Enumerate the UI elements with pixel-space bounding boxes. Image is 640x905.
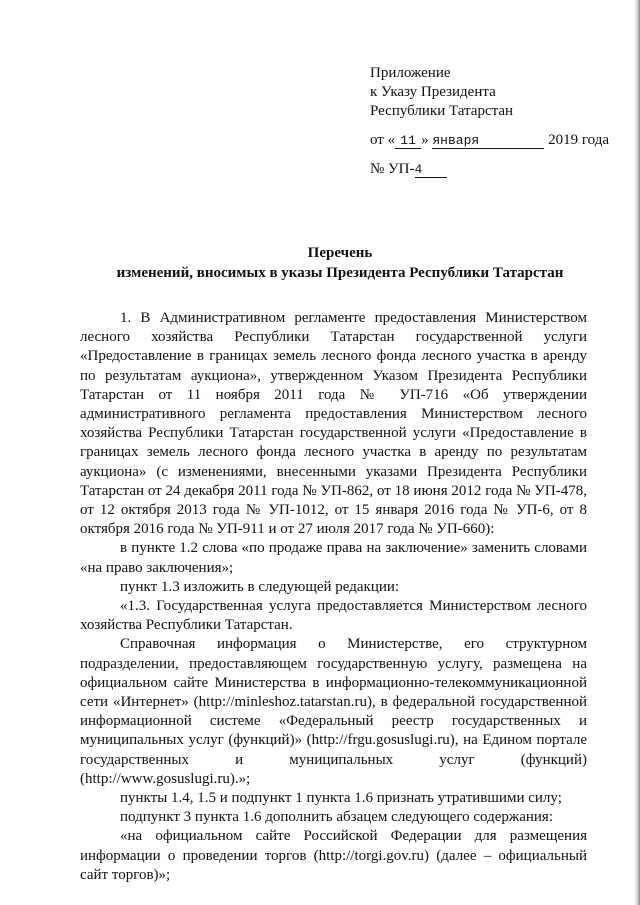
approval-line-3: Республики Татарстан (370, 103, 514, 119)
date-month: января (432, 133, 544, 149)
paragraph-7: подпункт 3 пункта 1.6 дополнить абзацем следующего содержания: (120, 809, 554, 826)
paragraph-3: пункт 1.3 изложить в следующей редакции: (120, 578, 400, 595)
title-line-1: Перечень (307, 245, 373, 261)
paragraph-8: «на официальном сайте Российской Федерации для размещения информации о проведении торгов (http://torgi.gov.ru) (далее – официальный сайт торгов)»; (80, 828, 587, 883)
paragraph-4: «1.3. Государственная услуга предоставляется Министерством лесного хозяйства Республики Татарстан. (80, 598, 587, 634)
approval-block (370, 64, 620, 179)
date-prefix: от « (370, 132, 396, 148)
date-year: 2019 года (548, 132, 609, 148)
date-day: 11 (395, 133, 421, 149)
number-value: 4 (415, 162, 447, 178)
title-line-2: изменений, вносимых в указы Президента Республики Татарстан (116, 265, 564, 281)
date-mid: » (421, 132, 429, 148)
approval-number (370, 160, 620, 179)
paragraph-2: в пункте 1.2 слова «по продаже права на заключение» заменить словами «на право заключения»; (80, 540, 587, 576)
document-body (80, 309, 587, 885)
approval-date (370, 131, 620, 150)
document-title (60, 243, 620, 283)
paragraph-6: пункты 1.4, 1.5 и подпункт 1 пункта 1.6 признать утратившими силу; (120, 790, 562, 807)
approval-line-1: Приложение (370, 65, 451, 81)
paragraph-1: 1. В Административном регламенте предоставления Министерством лесного хозяйства Республики Татарстан государственной услуги «Предоставление в границах земель лесного фонда лесного участка в аренду по результатам аукциона», утвержденном Указом Президента Республики Татарстан от 11 ноября 2011 года № УП-716 «Об утверждении административного регламента предоставления Министерством лесного хозяйства Республики Татарстан государственной услуги «Предоставление в границах земель лесного фонда лесного участка в аренду по результатам аукциона» (с изменениями, внесенными указами Президента Республики Татарстан от 24 декабря 2011 года № УП-862, от 18 июня 2012 года № УП-478, от 12 октября 2013 года № УП-1012, от 15 января 2016 года № УП-6, от 8 октября 2016 года № УП-911 и от 27 июля 2017 года № УП-660): (80, 310, 587, 538)
scan-edge-shadow (634, 0, 640, 905)
paragraph-5: Справочная информация о Министерстве, его структурном подразделении, предоставляющем государственную услугу, размещена на официальном сайте Министерства в информационно-телекоммуникационной сети «Интернет» (http://minleshoz.tatarstan.ru), в федеральной государственной информационной системе «Федеральный реестр государственных и муниципальных услуг (функций)» (http://frgu.gosuslugi.ru), на Едином портале государственных и муниципальных услуг (функций) (http://www.gosuslugi.ru).»; (80, 636, 587, 787)
approval-line-2: к Указу Президента (370, 84, 496, 100)
number-prefix: № УП- (370, 161, 415, 177)
